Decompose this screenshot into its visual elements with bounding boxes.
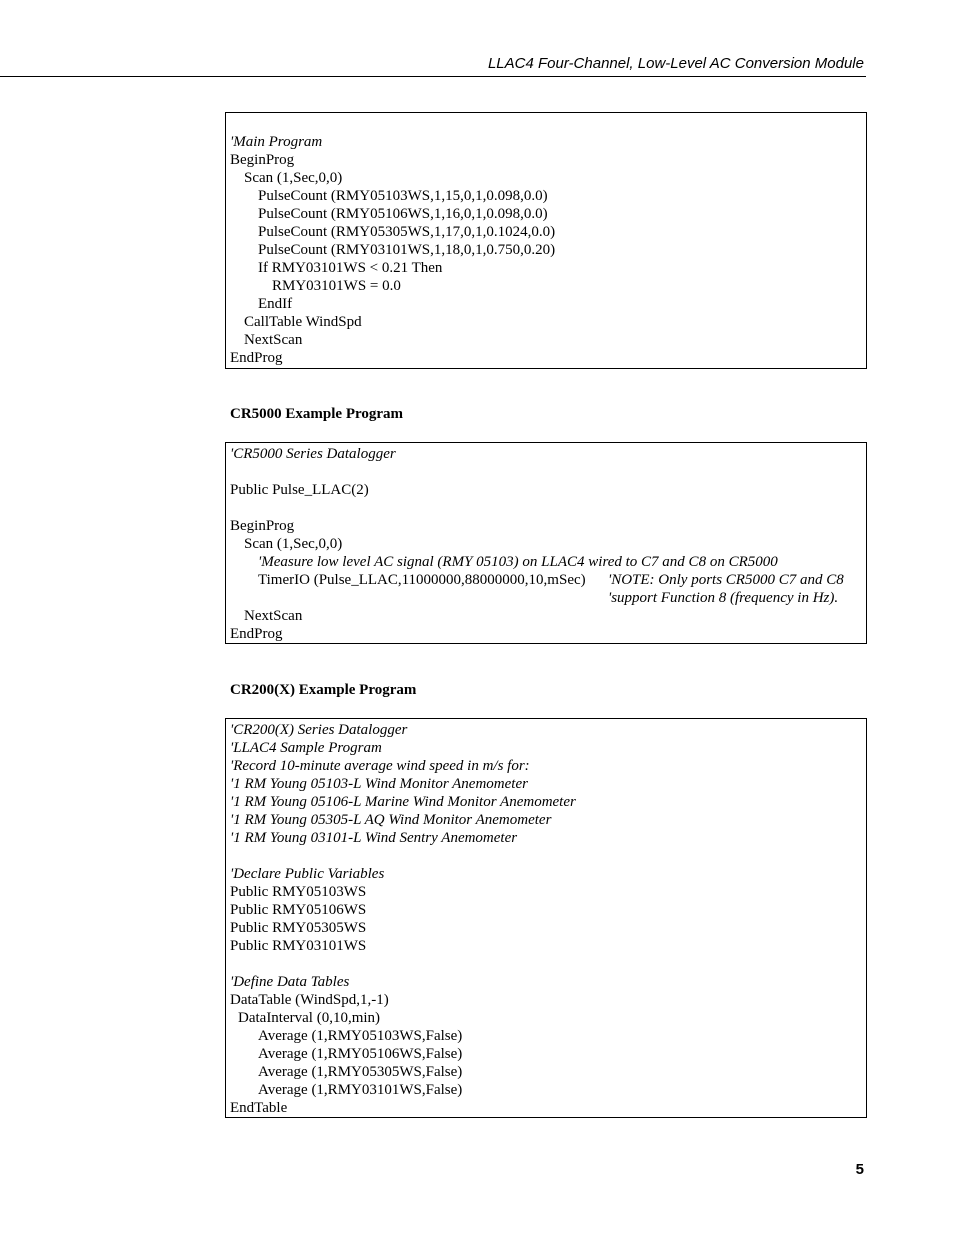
code-line: PulseCount (RMY05106WS,1,16,0,1,0.098,0.0) [258,206,548,222]
code-line: PulseCount (RMY05103WS,1,15,0,1,0.098,0.0) [258,188,548,204]
running-header-title: LLAC4 Four-Channel, Low-Level AC Conversion Module [487,55,864,72]
code-line: Public RMY05103WS [230,884,367,900]
code-line: BeginProg [230,518,295,534]
code-line: Public RMY05305WS [230,920,367,936]
code-line: Average (1,RMY05103WS,False) [258,1028,463,1044]
code-line: 'Measure low level AC signal (RMY 05103) on LLAC4 wired to C7 and C8 on CR5000 [258,554,778,570]
code-line: PulseCount (RMY03101WS,1,18,0,1,0.750,0.20) [258,242,556,258]
section-heading-cr5000: CR5000 Example Program [230,406,404,422]
code-block-cr200 [225,718,867,1118]
code-line: Public Pulse_LLAC(2) [230,482,369,498]
code-line: Scan (1,Sec,0,0) [244,536,343,552]
code-line: Scan (1,Sec,0,0) [244,170,343,186]
code-line: Average (1,RMY03101WS,False) [258,1082,463,1098]
code-block-cr5000 [225,442,867,644]
code-line: 'Define Data Tables [230,974,350,990]
code-line: 'LLAC4 Sample Program [230,740,382,756]
code-line: '1 RM Young 03101-L Wind Sentry Anemometer [230,830,518,846]
code-line: EndProg [230,350,283,366]
page-number: 5 [855,1161,864,1178]
code-line: 'Record 10-minute average wind speed in m/s for: [230,758,530,774]
code-line: 'support Function 8 (frequency in Hz). [608,590,839,606]
code-line: '1 RM Young 05103-L Wind Monitor Anemometer [230,776,528,792]
code-line: 'Main Program [230,134,323,150]
code-line: EndProg [230,626,283,642]
code-line: Average (1,RMY05106WS,False) [258,1046,463,1062]
section-heading-cr200: CR200(X) Example Program [230,682,417,698]
code-line: 'CR5000 Series Datalogger [230,446,396,462]
code-line: PulseCount (RMY05305WS,1,17,0,1,0.1024,0.0) [258,224,556,240]
code-line: EndTable [230,1100,288,1116]
code-line: '1 RM Young 05106-L Marine Wind Monitor Anemometer [230,794,576,810]
code-line: BeginProg [230,152,295,168]
code-line: Public RMY05106WS [230,902,367,918]
code-block-main-program [225,112,867,369]
code-line: NextScan [244,608,303,624]
code-line: NextScan [244,332,303,348]
code-line: DataTable (WindSpd,1,-1) [230,992,389,1008]
code-line: CallTable WindSpd [244,314,362,330]
code-line: '1 RM Young 05305-L AQ Wind Monitor Anemometer [230,812,552,828]
code-line: 'Declare Public Variables [230,866,385,882]
code-line: EndIf [258,296,293,312]
code-line: 'CR200(X) Series Datalogger [230,722,408,738]
code-line: If RMY03101WS < 0.21 Then [258,260,443,276]
code-line: 'NOTE: Only ports CR5000 C7 and C8 [608,572,844,588]
code-line: Public RMY03101WS [230,938,367,954]
code-line: DataInterval (0,10,min) [238,1010,381,1026]
header-rule [0,76,866,77]
code-line: TimerIO (Pulse_LLAC,11000000,88000000,10,mSec) [258,572,586,588]
code-line: RMY03101WS = 0.0 [272,278,401,294]
code-line: Average (1,RMY05305WS,False) [258,1064,463,1080]
